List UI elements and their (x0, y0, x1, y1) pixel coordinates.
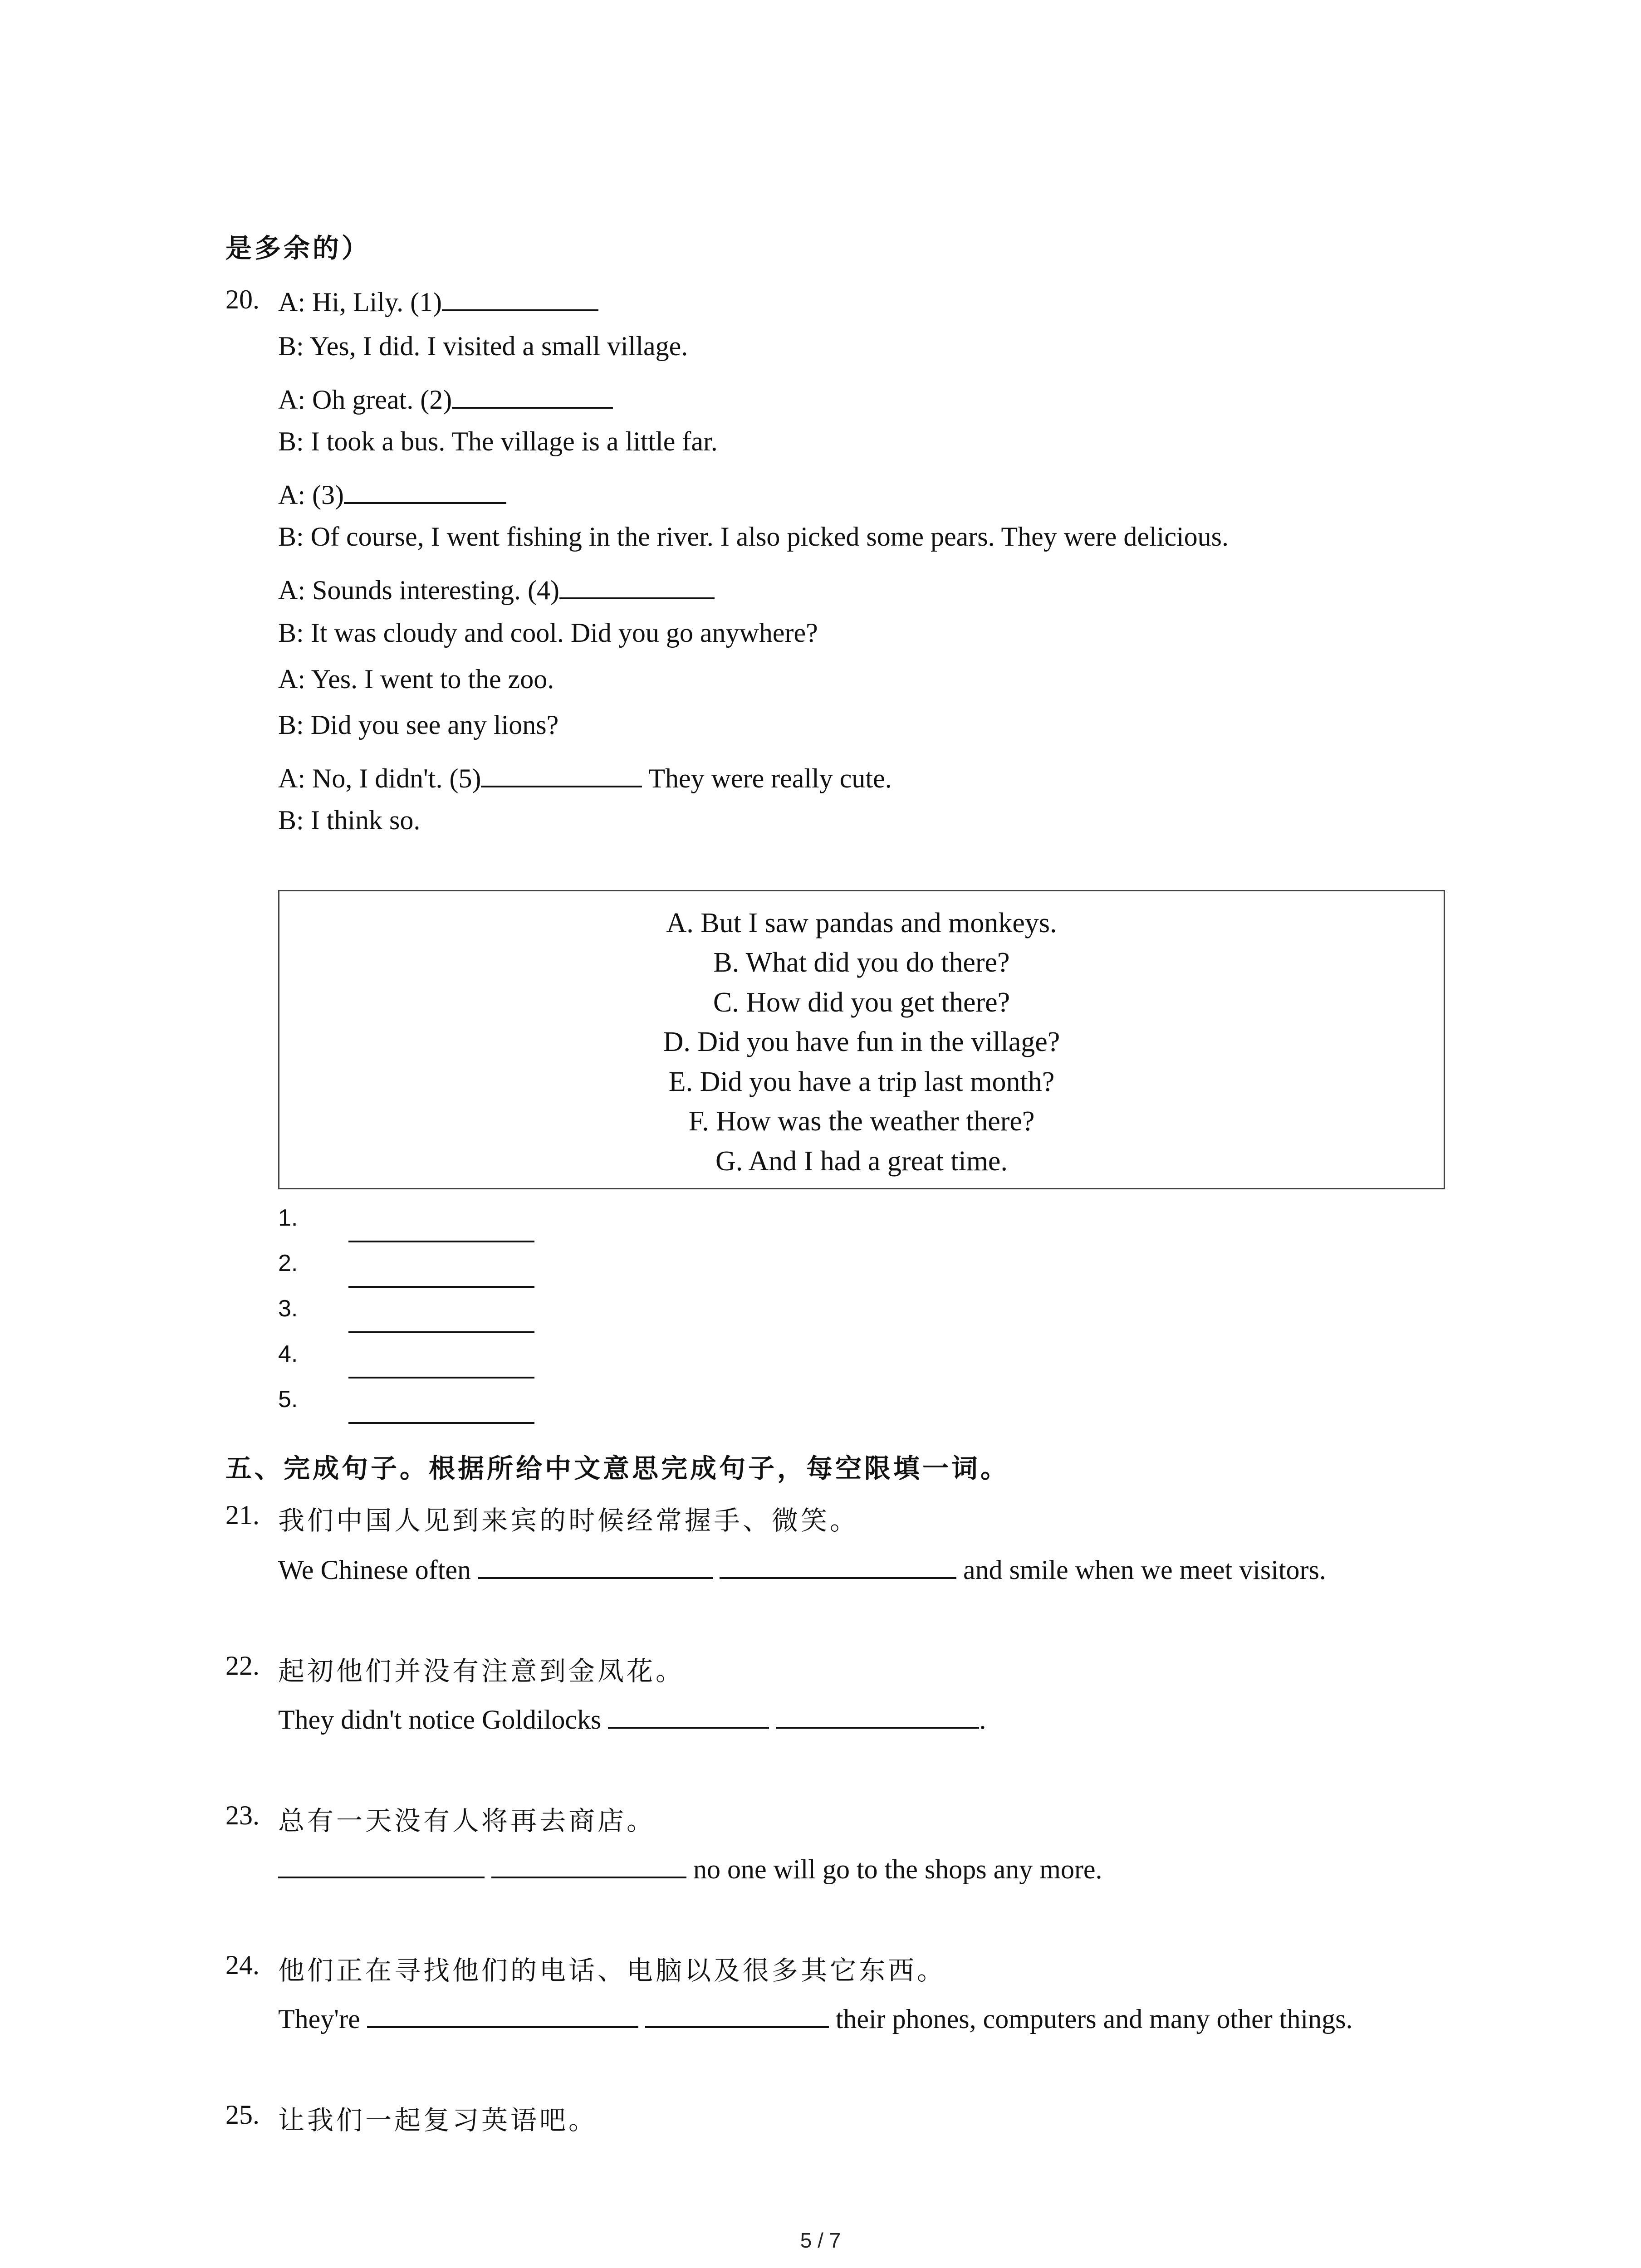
section-5-heading: 五、完成句子。根据所给中文意思完成句子，每空限填一词。 (225, 1453, 1010, 1484)
page-number: 5 / 7 (800, 2229, 841, 2252)
answer-blank[interactable] (442, 286, 598, 311)
dialogue-text: A: Sounds interesting. (4) (278, 575, 559, 605)
dialogue-line-4: B: I took a bus. The village is a little far. (278, 426, 718, 456)
question-sentence (278, 1853, 1102, 1883)
section-tail-heading: 是多余的） (225, 233, 371, 264)
question-chinese: 让我们一起复习英语吧。 (278, 2106, 598, 2135)
dialogue-line-5 (278, 479, 506, 508)
answer-line-3[interactable] (348, 1331, 534, 1333)
dialogue-line-1 (278, 286, 598, 316)
option-c: C. How did you get there? (713, 987, 1010, 1018)
answer-blank[interactable] (720, 1554, 956, 1579)
answer-line-1[interactable] (348, 1241, 534, 1242)
dialogue-line-2: B: Yes, I did. I visited a small village. (278, 331, 688, 361)
dialogue-line-7 (278, 574, 715, 604)
option-g: G. And I had a great time. (715, 1146, 1008, 1177)
answer-blank[interactable] (478, 1554, 713, 1579)
answer-number-2: 2. (278, 1250, 298, 1276)
question-sentence (278, 1554, 1326, 1584)
dialogue-text: A: No, I didn't. (5) (278, 763, 481, 793)
answer-blank[interactable] (491, 1853, 686, 1878)
answer-blank[interactable] (608, 1703, 769, 1729)
question-number: 25. (225, 2100, 260, 2130)
answer-number-4: 4. (278, 1341, 298, 1367)
dialogue-line-11 (278, 762, 892, 792)
dialogue-text: They were really cute. (648, 763, 892, 793)
option-e: E. Did you have a trip last month? (668, 1066, 1055, 1097)
question-chinese: 他们正在寻找他们的电话、电脑以及很多其它东西。 (278, 1956, 946, 1985)
answer-line-2[interactable] (348, 1286, 534, 1288)
sentence-text: We Chinese often (278, 1555, 471, 1585)
answer-blank[interactable] (344, 479, 506, 504)
answer-blank[interactable] (452, 383, 613, 409)
question-sentence (278, 2003, 1352, 2033)
answer-number-3: 3. (278, 1295, 298, 1322)
sentence-text: and smile when we meet visitors. (963, 1555, 1326, 1585)
dialogue-text: A: Hi, Lily. (1) (278, 287, 442, 317)
answer-blank[interactable] (559, 574, 715, 599)
question-number: 23. (225, 1800, 260, 1830)
dialogue-line-9: A: Yes. I went to the zoo. (278, 664, 554, 694)
sentence-text: no one will go to the shops any more. (693, 1854, 1102, 1884)
answer-number-5: 5. (278, 1386, 298, 1413)
question-number: 22. (225, 1651, 260, 1681)
answer-number-1: 1. (278, 1205, 298, 1231)
question-number: 24. (225, 1950, 260, 1980)
question-chinese: 总有一天没有人将再去商店。 (278, 1806, 656, 1836)
option-a: A. But I saw pandas and monkeys. (666, 908, 1057, 938)
question-chinese: 我们中国人见到来宾的时候经常握手、微笑。 (278, 1506, 859, 1535)
option-f: F. How was the weather there? (688, 1106, 1035, 1137)
option-b: B. What did you do there? (713, 947, 1010, 978)
answer-line-4[interactable] (348, 1377, 534, 1378)
answer-blank[interactable] (481, 762, 642, 787)
answer-line-5[interactable] (348, 1422, 534, 1424)
answer-blank[interactable] (367, 2003, 638, 2028)
dialogue-line-8: B: It was cloudy and cool. Did you go anywhere? (278, 618, 818, 648)
sentence-text: their phones, computers and many other things. (835, 2004, 1353, 2034)
dialogue-line-12: B: I think so. (278, 805, 421, 835)
dialogue-text: A: Oh great. (2) (278, 385, 452, 415)
option-d: D. Did you have fun in the village? (663, 1026, 1060, 1057)
sentence-text: . (979, 1705, 986, 1735)
question-chinese: 起初他们并没有注意到金凤花。 (278, 1657, 685, 1686)
answer-blank[interactable] (776, 1703, 979, 1729)
options-box (278, 890, 1445, 1189)
sentence-text: They're (278, 2004, 360, 2034)
question-number: 21. (225, 1500, 260, 1530)
dialogue-line-10: B: Did you see any lions? (278, 710, 559, 740)
sentence-text: They didn't notice Goldilocks (278, 1705, 602, 1735)
answer-blank[interactable] (278, 1853, 485, 1878)
dialogue-line-6: B: Of course, I went fishing in the river. I also picked some pears. They were delicious. (278, 522, 1229, 552)
question-number: 20. (225, 284, 260, 314)
dialogue-text: A: (3) (278, 480, 344, 510)
answer-blank[interactable] (645, 2003, 829, 2028)
question-sentence (278, 1703, 986, 1733)
dialogue-line-3 (278, 383, 613, 413)
